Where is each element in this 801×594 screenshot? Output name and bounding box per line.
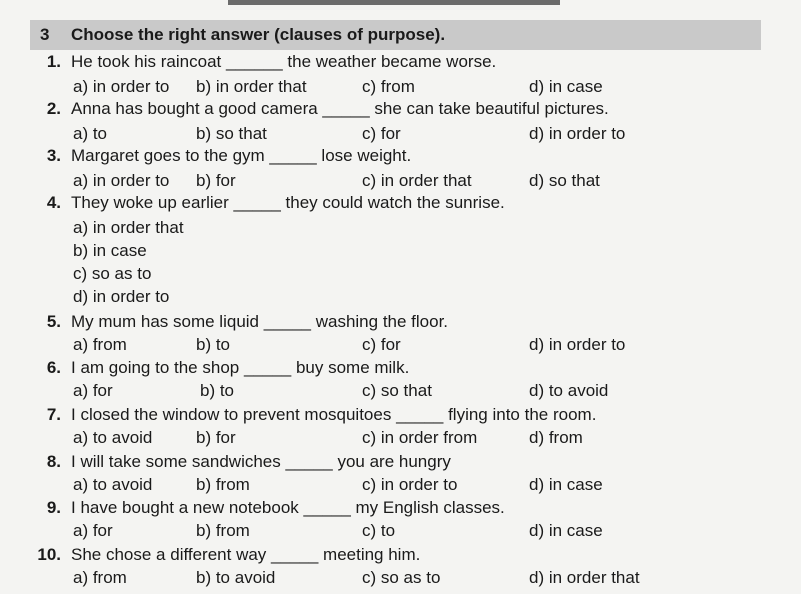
option-b[interactable]: b) from — [196, 521, 250, 540]
question-number: 5. — [46, 312, 61, 331]
question-number: 10. — [37, 545, 61, 564]
option-b[interactable]: b) to avoid — [196, 568, 276, 587]
option-d[interactable]: d) in case — [529, 475, 603, 494]
question-text: I closed the window to prevent mosquitoes _____ flying into the room. — [71, 405, 597, 424]
question-text: He took his raincoat ______ the weather became worse. — [71, 52, 497, 71]
option-c[interactable]: c) so as to — [362, 568, 441, 587]
option-d[interactable]: d) in case — [529, 521, 603, 540]
option-d[interactable]: d) so that — [529, 171, 600, 190]
question-number: 3. — [46, 146, 61, 165]
question-number: 1. — [46, 52, 61, 71]
option-d[interactable]: d) in order that — [529, 568, 640, 587]
exercise-header — [30, 20, 761, 50]
option-d[interactable]: d) in order to — [529, 124, 626, 143]
option-c[interactable]: c) in order to — [362, 475, 458, 494]
option-a[interactable]: a) from — [73, 335, 127, 354]
question-number: 2. — [46, 99, 61, 118]
option-b[interactable]: b) from — [196, 475, 250, 494]
option-d[interactable]: d) from — [529, 428, 583, 447]
question-number: 8. — [46, 452, 61, 471]
question-text: I will take some sandwiches _____ you are hungry — [71, 452, 451, 471]
option-b[interactable]: b) in case — [73, 241, 147, 260]
option-d[interactable]: d) to avoid — [529, 381, 609, 400]
option-a[interactable]: a) to — [73, 124, 108, 143]
question-text: Margaret goes to the gym _____ lose weight. — [71, 146, 412, 165]
question-number: 4. — [46, 193, 61, 212]
question-text: She chose a different way _____ meeting him. — [71, 545, 421, 564]
option-b[interactable]: b) for — [196, 428, 236, 447]
option-c[interactable]: c) for — [362, 335, 401, 354]
option-c[interactable]: c) in order from — [362, 428, 478, 447]
option-d[interactable]: d) in order to — [73, 287, 170, 306]
question-text: They woke up earlier _____ they could watch the sunrise. — [71, 193, 505, 212]
option-d[interactable]: d) in case — [529, 77, 603, 96]
option-a[interactable]: a) in order to — [73, 77, 170, 96]
option-b[interactable]: b) for — [196, 171, 236, 190]
exercise-title: Choose the right answer (clauses of purpose). — [71, 25, 446, 44]
option-a[interactable]: a) from — [73, 568, 127, 587]
option-b[interactable]: b) to — [196, 335, 231, 354]
option-c[interactable]: c) from — [362, 77, 415, 96]
option-c[interactable]: c) for — [362, 124, 401, 143]
option-b[interactable]: b) so that — [196, 124, 267, 143]
option-c[interactable]: c) to — [362, 521, 396, 540]
question-number: 9. — [46, 498, 61, 517]
option-b[interactable]: b) to — [200, 381, 235, 400]
top-decorative-bar — [228, 0, 560, 5]
question-number: 6. — [46, 358, 61, 377]
question-text: Anna has bought a good camera _____ she can take beautiful pictures. — [71, 99, 609, 118]
option-c[interactable]: c) so that — [362, 381, 432, 400]
option-a[interactable]: a) to avoid — [73, 428, 153, 447]
question-text: My mum has some liquid _____ washing the floor. — [71, 312, 449, 331]
option-a[interactable]: a) to avoid — [73, 475, 153, 494]
option-a[interactable]: a) in order to — [73, 171, 170, 190]
option-b[interactable]: b) in order that — [196, 77, 307, 96]
option-a[interactable]: a) in order that — [73, 218, 184, 237]
question-text: I have bought a new notebook _____ my English classes. — [71, 498, 505, 517]
option-c[interactable]: c) in order that — [362, 171, 472, 190]
option-c[interactable]: c) so as to — [73, 264, 152, 283]
option-d[interactable]: d) in order to — [529, 335, 626, 354]
question-text: I am going to the shop _____ buy some milk. — [71, 358, 410, 377]
exercise-number: 3 — [40, 25, 50, 44]
option-a[interactable]: a) for — [73, 521, 113, 540]
question-number: 7. — [46, 405, 61, 424]
option-a[interactable]: a) for — [73, 381, 113, 400]
